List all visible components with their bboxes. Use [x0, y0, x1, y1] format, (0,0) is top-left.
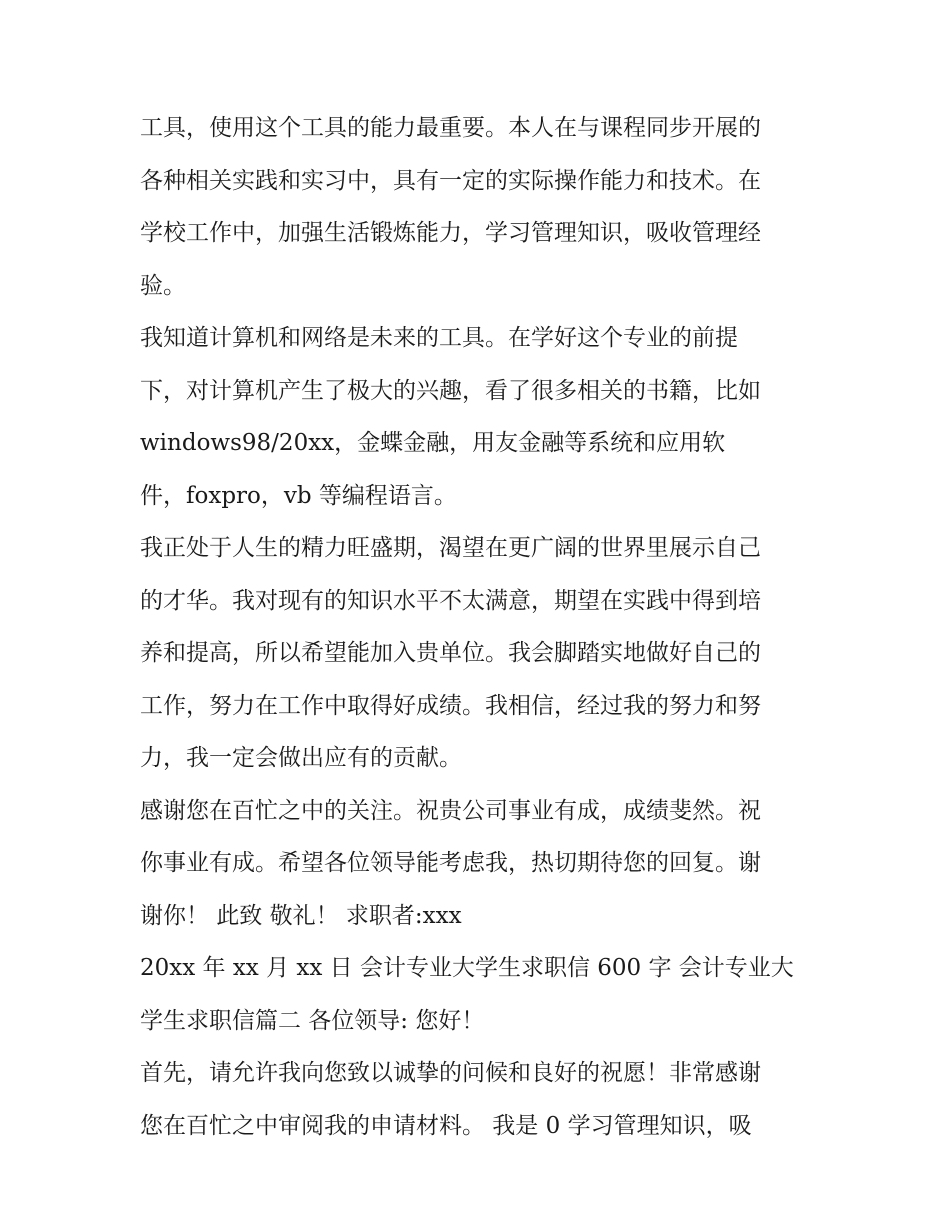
text-line-1: 工具，使用这个工具的能力最重要。本人在与课程同步开展的	[140, 115, 761, 141]
text-line-4: 验。	[140, 272, 186, 299]
text-line-11: 养和提高，所以希望能加入贵单位。我会脚踏实地做好自己的	[140, 640, 761, 666]
text-line-17: 20xx 年 xx 月 xx 日 会计专业大学生求职信 600 字 会计专业大	[140, 955, 794, 981]
text-line-18: 学生求职信篇二 各位领导: 您好！	[140, 1007, 485, 1034]
letter-body	[140, 102, 820, 1152]
text-line-7: windows98/20xx，金蝶金融，用友金融等系统和应用软	[140, 430, 726, 456]
text-line-8: 件，foxpro，vb 等编程语言。	[140, 482, 457, 509]
text-line-16: 谢你！ 此致 敬礼！ 求职者:xxx	[140, 902, 462, 929]
text-line-5: 我知道计算机和网络是未来的工具。在学好这个专业的前提	[140, 325, 738, 351]
text-line-12: 工作，努力在工作中取得好成绩。我相信，经过我的努力和努	[140, 692, 761, 719]
text-line-15: 你事业有成。希望各位领导能考虑我，热切期待您的回复。谢	[140, 850, 761, 876]
text-line-14: 感谢您在百忙之中的关注。祝贵公司事业有成，成绩斐然。祝	[140, 797, 761, 824]
text-line-2: 各种相关实践和实习中，具有一定的实际操作能力和技术。在	[140, 167, 761, 194]
text-line-20: 您在百忙之中审阅我的申请材料。 我是 0 学习管理知识，吸	[140, 1112, 752, 1139]
text-line-9: 我正处于人生的精力旺盛期，渴望在更广阔的世界里展示自己	[140, 535, 761, 561]
text-line-13: 力，我一定会做出应有的贡献。	[140, 745, 462, 771]
text-line-10: 的才华。我对现有的知识水平不太满意，期望在实践中得到培	[140, 587, 761, 614]
text-line-3: 学校工作中，加强生活锻炼能力，学习管理知识，吸收管理经	[140, 220, 761, 246]
text-line-6: 下，对计算机产生了极大的兴趣，看了很多相关的书籍，比如	[140, 377, 761, 404]
text-line-19: 首先，请允许我向您致以诚挚的问候和良好的祝愿！非常感谢	[140, 1060, 761, 1086]
